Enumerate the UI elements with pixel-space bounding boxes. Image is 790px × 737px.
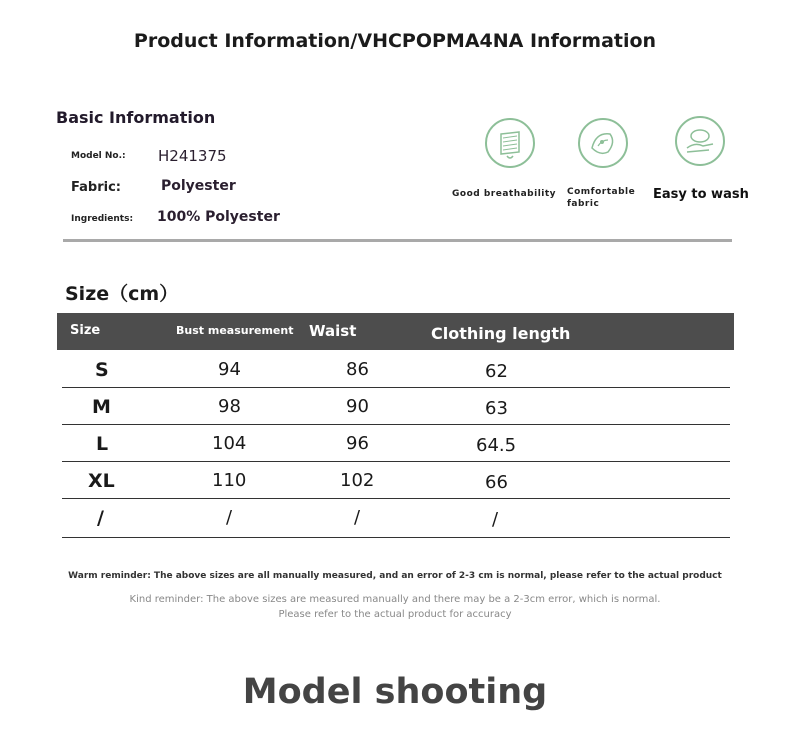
model-label: Model No.:	[71, 151, 126, 161]
bust-cell: 104	[212, 433, 247, 454]
ingredients-label: Ingredients:	[71, 214, 134, 224]
waist-cell: 90	[346, 396, 369, 417]
feature-label-comfortable: Comfortable fabric	[567, 187, 636, 209]
fabric-label: Fabric:	[71, 180, 121, 195]
size-cell: L	[96, 433, 109, 455]
header-size: Size	[70, 323, 101, 338]
page-title: Product Information/VHCPOPMA4NA Information	[133, 30, 657, 52]
comfortable-fabric-icon	[578, 118, 628, 168]
model-value: H241375	[158, 147, 227, 165]
size-cell: S	[95, 359, 109, 381]
waist-cell: /	[354, 507, 361, 528]
waist-cell: 86	[346, 359, 369, 380]
waist-cell: 102	[340, 470, 375, 491]
size-cell: M	[92, 396, 111, 418]
size-table-title: Size（cm）	[65, 283, 179, 305]
length-cell: 66	[485, 472, 508, 493]
bust-cell: 94	[218, 359, 241, 380]
header-bust: Bust measurement	[176, 324, 294, 337]
bust-cell: 98	[218, 396, 241, 417]
table-row	[62, 461, 730, 499]
table-row	[62, 424, 730, 462]
length-cell: 62	[485, 361, 508, 382]
kind-reminder-line1: Kind reminder: The above sizes are measured manually and there may be a 2-3cm error, which is normal.	[129, 594, 661, 605]
easy-wash-icon	[675, 116, 725, 166]
length-cell: 64.5	[476, 435, 517, 456]
length-cell: /	[492, 509, 499, 530]
model-shooting-title: Model shooting	[242, 672, 548, 712]
fabric-value: Polyester	[161, 178, 236, 194]
header-length: Clothing length	[431, 324, 571, 343]
size-cell: /	[97, 507, 104, 529]
table-row	[62, 387, 730, 425]
bust-cell: /	[226, 507, 233, 528]
length-cell: 63	[485, 398, 508, 419]
header-waist: Waist	[309, 322, 357, 340]
size-cell: XL	[88, 470, 115, 492]
waist-cell: 96	[346, 433, 369, 454]
ingredients-value: 100% Polyester	[157, 209, 280, 225]
basic-info-heading: Basic Information	[56, 108, 216, 127]
table-row	[62, 350, 730, 388]
bust-cell: 110	[212, 470, 247, 491]
feature-label-breathability: Good breathability	[452, 189, 557, 199]
section-divider	[63, 239, 732, 242]
size-table-header	[57, 313, 734, 350]
feature-label-easy-wash: Easy to wash	[653, 187, 749, 202]
warm-reminder: Warm reminder: The above sizes are all manually measured, and an error of 2-3 cm is normal, please refer to the actual product	[68, 571, 722, 581]
kind-reminder-line2: Please refer to the actual product for accuracy	[278, 609, 512, 620]
table-row	[62, 498, 730, 538]
breathability-icon	[485, 118, 535, 168]
